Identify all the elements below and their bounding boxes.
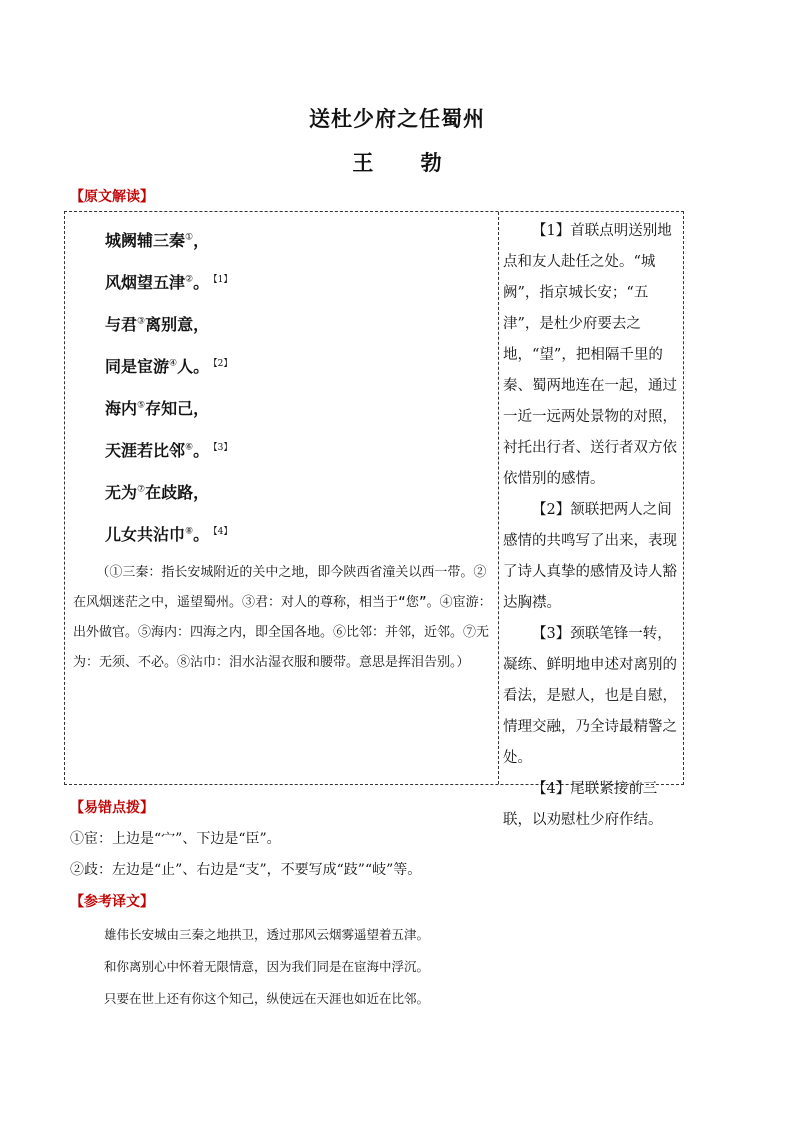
translation-line: 只要在世上还有你这个知己，纵使远在天涯也如近在比邻。 xyxy=(104,991,430,1006)
poem-line: 天涯若比邻⑥。 $^{【3】}$ xyxy=(105,441,233,460)
poem-line: 无为⑦在歧路， xyxy=(105,483,210,502)
poem-line: 海内⑤存知己， xyxy=(105,399,210,418)
translation-line: 和你离别心中怀着无限情意，因为我们同是在宦海中浮沉。 xyxy=(104,959,430,974)
error-tip: ②歧：左边是“止”、右边是“支”，不要写成“跂”“岐”等。 xyxy=(70,862,422,878)
poem-line: 与君③离别意， xyxy=(105,315,210,334)
analysis-paragraph: 【3】颈联笔锋一转，凝练、鲜明地申述对离别的看法，是慰人，也是自慰，情理交融，乃全诗最精警之处。 xyxy=(503,626,677,766)
poem-line: 风烟望五津②。 $^{【1】}$ xyxy=(105,273,233,292)
author-name: 王 勃 xyxy=(352,150,462,175)
analysis-paragraph: 【1】首联点明送别地点和友人赴任之处。“城阙”，指京城长安；“五津”，是杜少府要去之地，“望”，把相隔千里的秦、蜀两地连在一起，通过一近一远两处景物的对照，衬托出行者、送行者双方依依惜别的感情。 xyxy=(503,223,677,487)
analysis-paragraph: 【4】尾联紧接前三联，以劝慰杜少府作结。 xyxy=(503,781,663,828)
page-title: 送杜少府之任蜀州 xyxy=(309,106,485,131)
error-tip: ①宦：上边是“宀”、下边是“臣”。 xyxy=(70,831,281,847)
translation-line: 雄伟长安城由三秦之地拱卫，透过那风云烟雾遥望着五津。 xyxy=(104,927,430,942)
annotations: （①三秦：指长安城附近的关中之地，即今陕西省潼关以西一带。②在风烟迷茫之中，遥望蜀州。③君：对人的尊称，相当于“您”。④宦游：出外做官。⑤海内：四海之内，即全国各地。⑥比邻：并邻，近邻。⑦无为：无须、不必。⑧沾巾：泪水沾湿衣服和腰带。意思是挥泪告别。） xyxy=(73,565,492,670)
poem-line: 城阙辅三秦①， xyxy=(105,231,210,250)
column-divider xyxy=(498,212,499,784)
analysis-column xyxy=(503,216,679,836)
section-heading-translation: 【参考译文】 xyxy=(70,894,154,910)
section-heading-original: 【原文解读】 xyxy=(70,189,154,205)
poem-line: 同是宦游④人。 $^{【2】}$ xyxy=(105,357,233,376)
poem-line: 儿女共沾巾⑧。 $^{【4】}$ xyxy=(105,525,233,544)
section-heading-errors: 【易错点拨】 xyxy=(70,800,154,816)
analysis-paragraph: 【2】颔联把两人之间感情的共鸣写了出来，表现了诗人真挚的感情及诗人豁达胸襟。 xyxy=(503,502,677,611)
